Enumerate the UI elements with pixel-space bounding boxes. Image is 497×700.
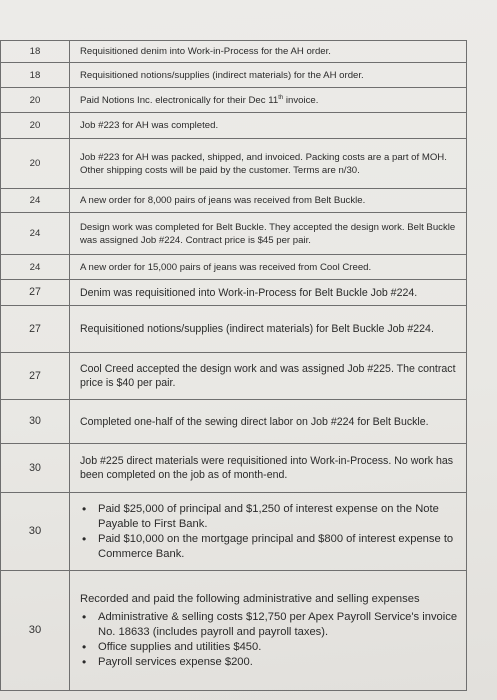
row-date: 27	[1, 280, 70, 306]
table-row	[1, 41, 467, 63]
row-description: Requisitioned denim into Work-in-Process for the AH order.	[70, 41, 467, 63]
row-date: 24	[1, 255, 70, 280]
table-row	[1, 255, 467, 280]
list-item: • Paid $25,000 of principal and $1,250 of interest expense on the Note Payable to First Bank.	[96, 502, 462, 532]
table-row	[1, 571, 467, 691]
row-description: A new order for 15,000 pairs of jeans was received from Cool Creed.	[70, 255, 467, 280]
row-date: 27	[1, 353, 70, 400]
table-row	[1, 88, 467, 113]
row-description	[70, 493, 467, 571]
row-date: 20	[1, 88, 70, 113]
row-intro: Recorded and paid the following administrative and selling expenses	[80, 592, 420, 605]
list-item: • Paid $10,000 on the mortgage principal and $800 of interest expense to Commerce Bank.	[96, 532, 462, 562]
table-row	[1, 139, 467, 189]
table-row	[1, 113, 467, 139]
table-row	[1, 353, 467, 400]
row-description: Denim was requisitioned into Work-in-Process for Belt Buckle Job #224.	[70, 280, 467, 306]
list-item: • Office supplies and utilities $450.	[96, 640, 462, 655]
transaction-table	[0, 40, 467, 691]
table-row	[1, 280, 467, 306]
row-date: 27	[1, 306, 70, 353]
table-row	[1, 400, 467, 444]
row-description: Design work was completed for Belt Buckle. They accepted the design work. Belt Buckle was assigned Job #224. Contract price is $45 per pair.	[70, 213, 467, 255]
table-row	[1, 63, 467, 88]
bullet-list	[80, 502, 462, 562]
row-date: 30	[1, 571, 70, 691]
row-description: Requisitioned notions/supplies (indirect materials) for Belt Buckle Job #224.	[70, 306, 467, 353]
row-date: 20	[1, 113, 70, 139]
list-item: • Administrative & selling costs $12,750 per Apex Payroll Service's invoice No. 18633 (includes payroll and payroll taxes).	[96, 610, 462, 640]
row-date: 20	[1, 139, 70, 189]
row-description: Job #223 for AH was completed.	[70, 113, 467, 139]
row-date: 18	[1, 63, 70, 88]
row-description: Completed one-half of the sewing direct labor on Job #224 for Belt Buckle.	[70, 400, 467, 444]
row-date: 24	[1, 189, 70, 213]
table-row	[1, 213, 467, 255]
row-description: Cool Creed accepted the design work and was assigned Job #225. The contract price is $40 per pair.	[70, 353, 467, 400]
table-row	[1, 493, 467, 571]
table-row	[1, 444, 467, 493]
row-description: Job #223 for AH was packed, shipped, and invoiced. Packing costs are a part of MOH. Other shipping costs will be paid by the customer. Terms are n/30.	[70, 139, 467, 189]
table-row	[1, 189, 467, 213]
row-date: 24	[1, 213, 70, 255]
row-description: Job #225 direct materials were requisitioned into Work-in-Process. No work has been completed on the job as of month-end.	[70, 444, 467, 493]
row-description: A new order for 8,000 pairs of jeans was received from Belt Buckle.	[70, 189, 467, 213]
table-row	[1, 306, 467, 353]
row-date: 30	[1, 400, 70, 444]
row-description: Paid Notions Inc. electronically for their Dec 11th invoice.	[70, 88, 467, 113]
list-item: • Payroll services expense $200.	[96, 655, 462, 670]
row-date: 30	[1, 444, 70, 493]
row-description	[70, 571, 467, 691]
row-description: Requisitioned notions/supplies (indirect materials) for the AH order.	[70, 63, 467, 88]
bullet-list	[80, 610, 462, 670]
row-date: 30	[1, 493, 70, 571]
row-date: 18	[1, 41, 70, 63]
